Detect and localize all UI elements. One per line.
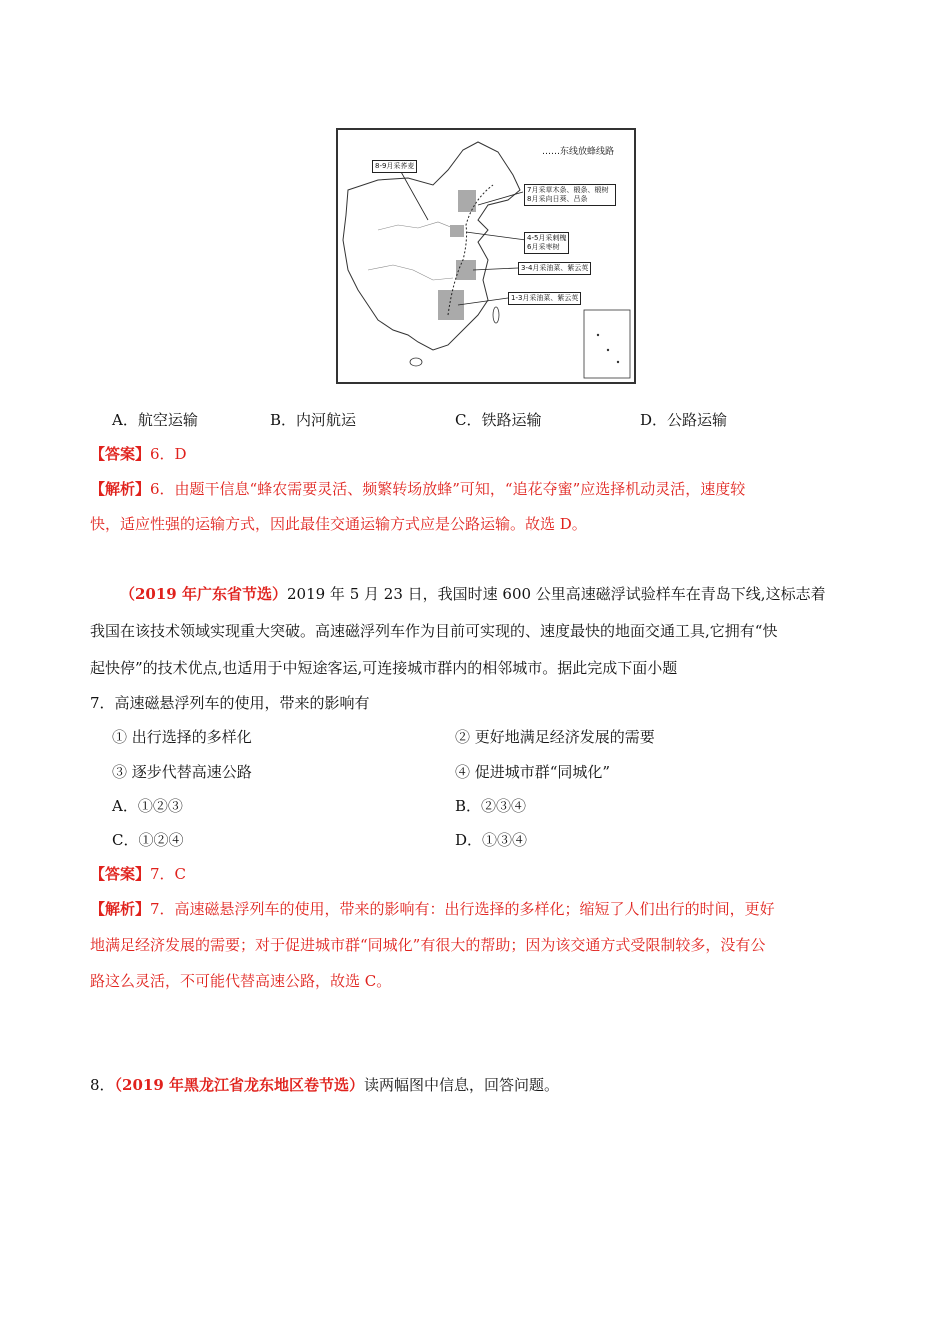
q7-analysis-line2: 地满足经济发展的需要；对于促进城市群“同城化”有很大的帮助；因为该交通方式受限制较多，没有公	[90, 936, 766, 954]
q7-analysis-line3: 路这么灵活，不可能代替高速公路，故选 C。	[90, 972, 392, 990]
q7-item-2: ② 更好地满足经济发展的需要	[455, 728, 655, 746]
map-legend: ……东线放蜂线路	[541, 147, 614, 157]
q8-stem: 读两幅图中信息，回答问题。	[364, 1076, 560, 1094]
q7-stem: 7．高速磁悬浮列车的使用，带来的影响有	[90, 694, 370, 712]
q7-option-a: A．①②③	[112, 797, 183, 815]
passage-line1	[120, 584, 826, 604]
map-label-july-august	[524, 184, 616, 206]
q6-answer-value: 6．D	[150, 445, 187, 463]
passage-source: （2019 年广东省节选）	[120, 585, 287, 603]
map-label-june: 6月采枣树	[527, 243, 560, 251]
q7-item-4: ④ 促进城市群“同城化”	[455, 763, 611, 781]
map-label-april-june	[524, 232, 569, 254]
q6-analysis-text1: 6．由题干信息“蜂农需要灵活、频繁转场放蜂”可知，“追花夺蜜”应选择机动灵活，速度较	[150, 480, 746, 498]
passage-line3: 起快停”的技术优点,也适用于中短途客运,可连接城市群内的相邻城市。据此完成下面小题	[90, 659, 678, 677]
q6-option-b: B．内河航运	[270, 411, 357, 429]
q6-analysis-line2: 快，适应性强的运输方式，因此最佳交通运输方式应是公路运输。故选 D。	[90, 515, 587, 533]
q7-option-d: D．①③④	[455, 831, 528, 849]
map-label-buckwheat: 8-9月采荞麦	[372, 160, 417, 173]
map-label-march: 3-4月采油菜、紫云英	[518, 262, 591, 275]
q6-option-d: D．公路运输	[640, 411, 728, 429]
q8-number: 8．	[90, 1076, 115, 1094]
q6-option-a: A．航空运输	[112, 411, 198, 429]
route-map	[336, 128, 636, 384]
q7-answer-value: 7．C	[150, 865, 187, 883]
q6-option-c: C．铁路运输	[455, 411, 542, 429]
q7-option-c: C．①②④	[112, 831, 184, 849]
q6-answer	[90, 444, 187, 464]
map-label-july: 7月采草木条、椴条、椴树	[527, 186, 609, 194]
q6-answer-tag: 【答案】	[90, 445, 151, 463]
q7-analysis-text1: 7．高速磁悬浮列车的使用，带来的影响有：出行选择的多样化；缩短了人们出行的时间，更好	[150, 900, 775, 918]
q7-answer-tag: 【答案】	[90, 865, 151, 883]
map-label-january: 1-3月采油菜、紫云英	[508, 292, 581, 305]
map-label-august: 8月采向日葵、吕条	[527, 195, 588, 203]
q7-answer	[90, 864, 186, 884]
map-label-april: 4-5月采刺槐	[527, 234, 567, 242]
passage-line2: 我国在该技术领域实现重大突破。高速磁浮列车作为目前可实现的、速度最快的地面交通工具,它拥有“快	[90, 622, 778, 640]
q7-analysis-line1	[90, 899, 775, 919]
q6-analysis-tag: 【解析】	[90, 480, 151, 498]
passage-text1: 2019 年 5 月 23 日，我国时速 600 公里高速磁浮试验样车在青岛下线,这标志着	[286, 585, 826, 603]
q6-analysis-line1	[90, 479, 745, 499]
q7-item-1: ① 出行选择的多样化	[112, 728, 252, 746]
q7-option-b: B．②③④	[455, 797, 527, 815]
q8-source: （2019 年黑龙江省龙东地区卷节选）	[114, 1076, 365, 1094]
q7-analysis-tag: 【解析】	[90, 900, 151, 918]
q7-item-3: ③ 逐步代替高速公路	[112, 763, 252, 781]
q8-stem-line	[90, 1075, 559, 1095]
